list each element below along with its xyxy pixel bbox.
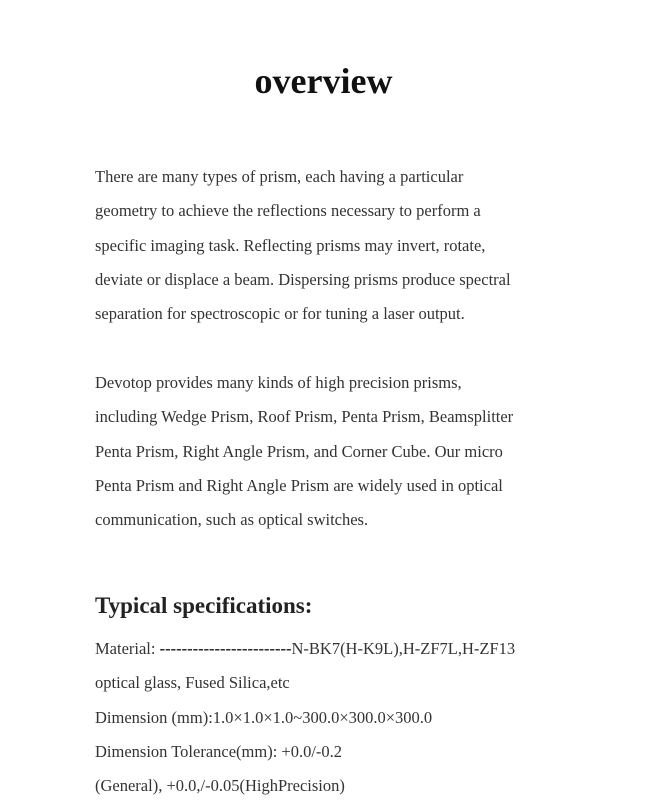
paragraph-line: specific imaging task. Reflecting prisms may invert, rotate, [95, 235, 486, 255]
spec-material-dashes: ------------------------ [159, 639, 292, 658]
paragraph-line: Penta Prism, Right Angle Prism, and Corner Cube. Our micro [95, 441, 503, 461]
spec-dimension: Dimension (mm):1.0×1.0×1.0~300.0×300.0×300.0 [95, 707, 433, 727]
paragraph-line: Penta Prism and Right Angle Prism are widely used in optical [95, 475, 503, 495]
paragraph-line: including Wedge Prism, Roof Prism, Penta Prism, Beamsplitter [95, 407, 514, 427]
paragraph-line: geometry to achieve the reflections necessary to perform a [95, 201, 481, 221]
paragraph-line: deviate or displace a beam. Dispersing prisms produce spectral [95, 269, 511, 289]
overview-paragraph-2 [95, 366, 565, 537]
spec-material [95, 632, 615, 666]
spec-material-label: Material: [95, 639, 160, 658]
spec-material-continued: optical glass, Fused Silica,etc [95, 673, 290, 693]
paragraph-line: separation for spectroscopic or for tuning a laser output. [95, 304, 465, 324]
spec-tolerance-continued: (General), +0.0,/-0.05(HighPrecision) [95, 776, 345, 796]
specs-heading: Typical specifications: [95, 593, 313, 618]
spec-tolerance: Dimension Tolerance(mm): +0.0/-0.2 [95, 741, 343, 761]
paragraph-line: There are many types of prism, each having a particular [95, 167, 464, 186]
specs-list [95, 632, 615, 803]
overview-paragraph-1 [95, 160, 565, 331]
spec-material-value: N-BK7(H-K9L),H-ZF7L,H-ZF13 [291, 639, 516, 658]
paragraph-line: communication, such as optical switches. [95, 510, 369, 530]
paragraph-line: Devotop provides many kinds of high precision prisms, [95, 373, 462, 392]
page-title: overview [254, 61, 393, 101]
